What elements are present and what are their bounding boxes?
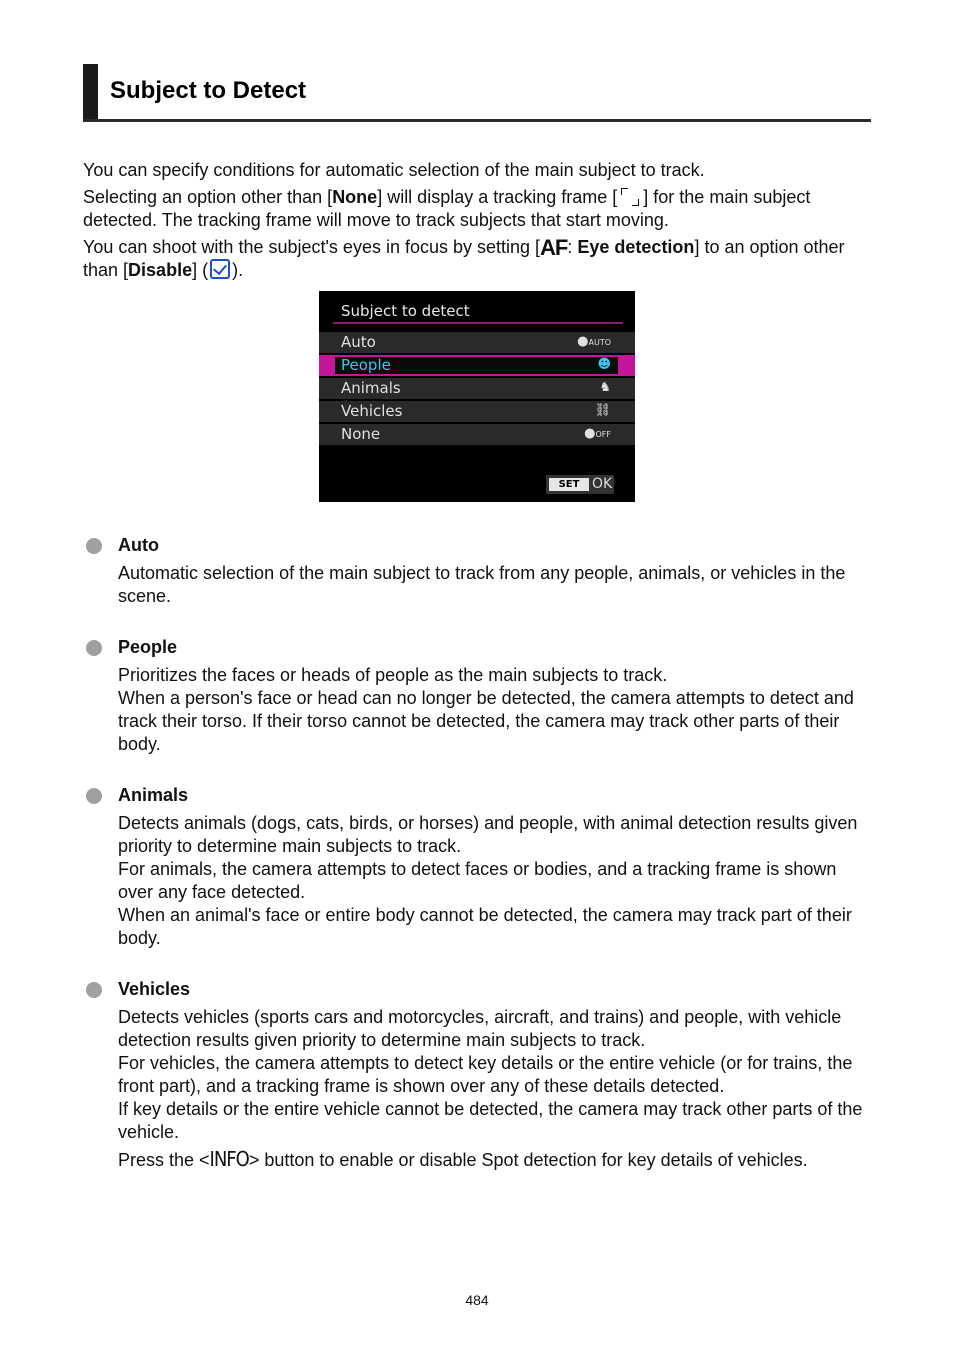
- set-icon: SET: [549, 478, 589, 491]
- menu-item-none[interactable]: [319, 424, 635, 445]
- menu-item-label: Vehicles: [341, 402, 403, 420]
- menu-item-auto[interactable]: [319, 332, 635, 353]
- menu-item-animals[interactable]: [319, 378, 635, 399]
- menu-item-vehicles[interactable]: [319, 401, 635, 422]
- info-button-icon: INFO: [209, 1147, 249, 1171]
- text-fragment: :: [567, 237, 578, 257]
- text-fragment: ] (: [192, 260, 209, 280]
- title-divider: [333, 322, 623, 324]
- off-icon: ●OFF: [584, 426, 611, 441]
- animal-icon: ♞: [599, 380, 611, 395]
- section-heading: [83, 64, 871, 122]
- body-line: For vehicles, the camera attempts to detect key details or the entire vehicle (or for trains, the front part), and a tracking frame is shown over any of these details detected.: [118, 1053, 853, 1096]
- bullet-icon: [86, 788, 102, 804]
- intro-paragraph-3: [83, 236, 873, 282]
- bullet-icon: [86, 538, 102, 554]
- intro-paragraph-2: [83, 186, 873, 232]
- menu-item-label: Animals: [341, 379, 401, 397]
- item-body-vehicles: [118, 1006, 873, 1172]
- reference-link-icon[interactable]: [210, 259, 230, 279]
- text-fragment: ] will display a tracking frame [: [377, 187, 618, 207]
- text-fragment: ] for the main subject detected. The tracking frame will move to track subjects that start moving.: [83, 187, 811, 230]
- text-fragment: ] to an option other than [: [83, 237, 845, 280]
- eye-detection-text: Eye detection: [577, 237, 695, 257]
- intro-paragraph-1: You can specify conditions for automatic selection of the main subject to track.: [83, 160, 705, 180]
- text-fragment: > button to enable or disable Spot detection for key details of vehicles.: [248, 1150, 808, 1170]
- set-ok-button[interactable]: [546, 475, 614, 494]
- body-line: If key details or the entire vehicle cannot be detected, the camera may track other parts of the vehicle.: [118, 1099, 863, 1142]
- af-icon: AF: [540, 235, 568, 260]
- tracking-frame-icon: [619, 188, 641, 206]
- item-title-auto: Auto: [118, 535, 159, 555]
- item-title-people: People: [118, 637, 178, 657]
- bullet-icon: [86, 982, 102, 998]
- page-number: 484: [465, 1292, 489, 1308]
- text-fragment: Press the <: [118, 1150, 210, 1170]
- menu-title: Subject to detect: [341, 302, 470, 320]
- heading-bar: [83, 64, 98, 119]
- vehicle-icon: ⛓: [594, 403, 611, 418]
- menu-item-label: None: [341, 425, 381, 443]
- menu-item-label: Auto: [341, 333, 376, 351]
- ok-label: OK: [592, 476, 613, 492]
- page-title: Subject to Detect: [110, 77, 307, 104]
- item-title-vehicles: Vehicles: [118, 979, 191, 999]
- item-title-animals: Animals: [118, 785, 189, 805]
- text-fragment: ).: [232, 260, 244, 280]
- body-line: For animals, the camera attempts to detect faces or bodies, and a tracking frame is shown over any face detected.: [118, 859, 837, 902]
- text-fragment: Selecting an option other than [: [83, 187, 333, 207]
- body-line: Detects vehicles (sports cars and motorcycles, aircraft, and trains) and people, with vehicle detection results given priority to determine main subjects to track.: [118, 1007, 842, 1050]
- menu-item-label: People: [341, 356, 391, 374]
- body-line: Detects animals (dogs, cats, birds, or horses) and people, with animal detection results given priority to determine main subjects to track.: [118, 813, 858, 856]
- disable-option-text: Disable: [128, 260, 193, 280]
- item-body-auto: Automatic selection of the main subject to track from any people, animals, or vehicles in the scene.: [118, 563, 846, 606]
- text-fragment: You can shoot with the subject's eyes in focus by setting [: [83, 237, 541, 257]
- info-line: [118, 1148, 873, 1172]
- none-option-text: None: [332, 187, 378, 207]
- bullet-icon: [86, 640, 102, 656]
- body-line: When a person's face or head can no longer be detected, the camera attempts to detect and track their torso. If their torso cannot be detected, the camera may track other parts of their body.: [118, 688, 854, 754]
- menu-item-people[interactable]: [319, 355, 635, 376]
- auto-subject-icon: ●AUTO: [577, 334, 611, 349]
- item-body-people: [118, 664, 873, 756]
- item-body-animals: [118, 812, 873, 950]
- camera-menu-screen: [319, 291, 635, 502]
- body-line: When an animal's face or entire body cannot be detected, the camera may track part of their body.: [118, 905, 852, 948]
- person-icon: ☻: [597, 357, 611, 372]
- body-line: Prioritizes the faces or heads of people as the main subjects to track.: [118, 665, 668, 685]
